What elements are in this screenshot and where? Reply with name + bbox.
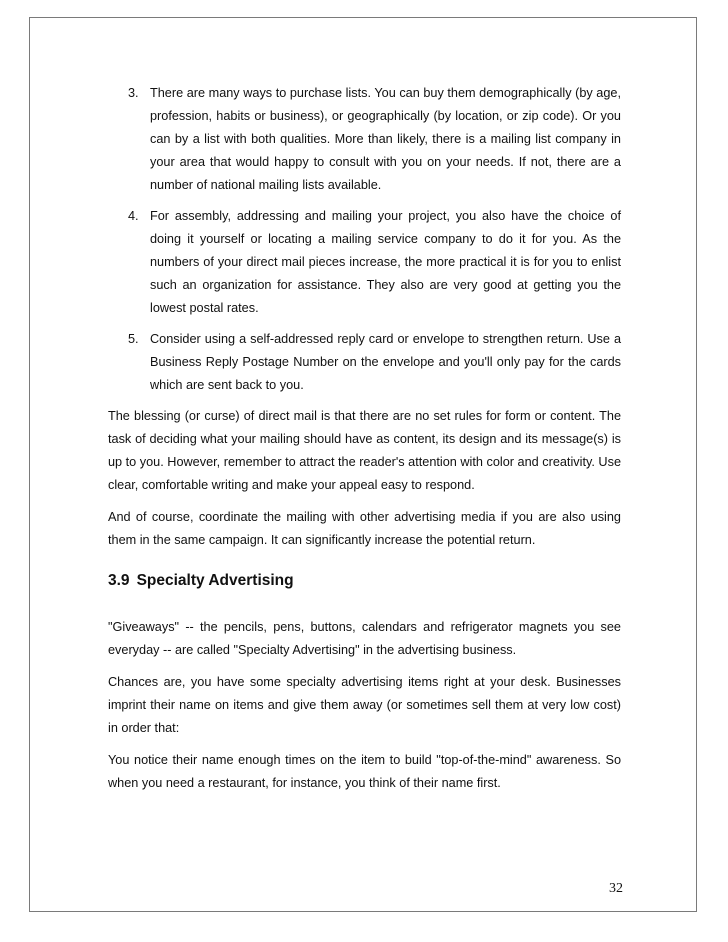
list-item-text: For assembly, addressing and mailing your project, you also have the choice of doing it yourself or locating a mailing service company to do it for you. As the numbers of your direct mail pieces increase, the more practical it is for you to enlist such an organization for assistance. They also are very good at getting you the lowest postal rates. — [150, 209, 621, 315]
section-title: Specialty Advertising — [136, 572, 294, 589]
page-number: 32 — [609, 881, 623, 896]
body-paragraph: "Giveaways" -- the pencils, pens, buttons, calendars and refrigerator magnets you see everyday -- are called "Specialty Advertising" in the advertising business. — [108, 620, 621, 657]
list-item-number: 4. — [128, 209, 139, 223]
list-item-number: 3. — [128, 86, 139, 100]
list-item — [108, 82, 621, 197]
list-item-text: There are many ways to purchase lists. You can buy them demographically (by age, profession, habits or business), or geographically (by location, or zip code). Or you can by a list with both qualities. More than likely, there is a mailing list company in your area that would happy to consult with you on your needs. If not, there are a number of national mailing lists available. — [150, 86, 621, 192]
body-paragraph: You notice their name enough times on the item to build "top-of-the-mind" awareness. So when you need a restaurant, for instance, you think of their name first. — [108, 753, 621, 790]
body-paragraph: The blessing (or curse) of direct mail is that there are no set rules for form or content. The task of deciding what your mailing should have as content, its design and its message(s) is up to you. However, remember to attract the reader's attention with color and creativity. Use clear, comfortable writing and make your appeal easy to respond. — [108, 409, 621, 492]
list-item — [108, 328, 621, 397]
document-body — [108, 82, 621, 795]
numbered-list — [108, 82, 621, 397]
body-paragraph: And of course, coordinate the mailing with other advertising media if you are also using them in the same campaign. It can significantly increase the potential return. — [108, 510, 621, 547]
list-item-number: 5. — [128, 332, 139, 346]
section-heading — [108, 569, 621, 593]
section-number: 3.9 — [108, 572, 130, 589]
list-item — [108, 205, 621, 320]
list-item-text: Consider using a self-addressed reply card or envelope to strengthen return. Use a Business Reply Postage Number on the envelope and you'll only pay for the cards which are sent back to you. — [150, 332, 621, 392]
body-paragraph: Chances are, you have some specialty advertising items right at your desk. Businesses imprint their name on items and give them away (or sometimes sell them at very low cost) in order that: — [108, 675, 621, 735]
